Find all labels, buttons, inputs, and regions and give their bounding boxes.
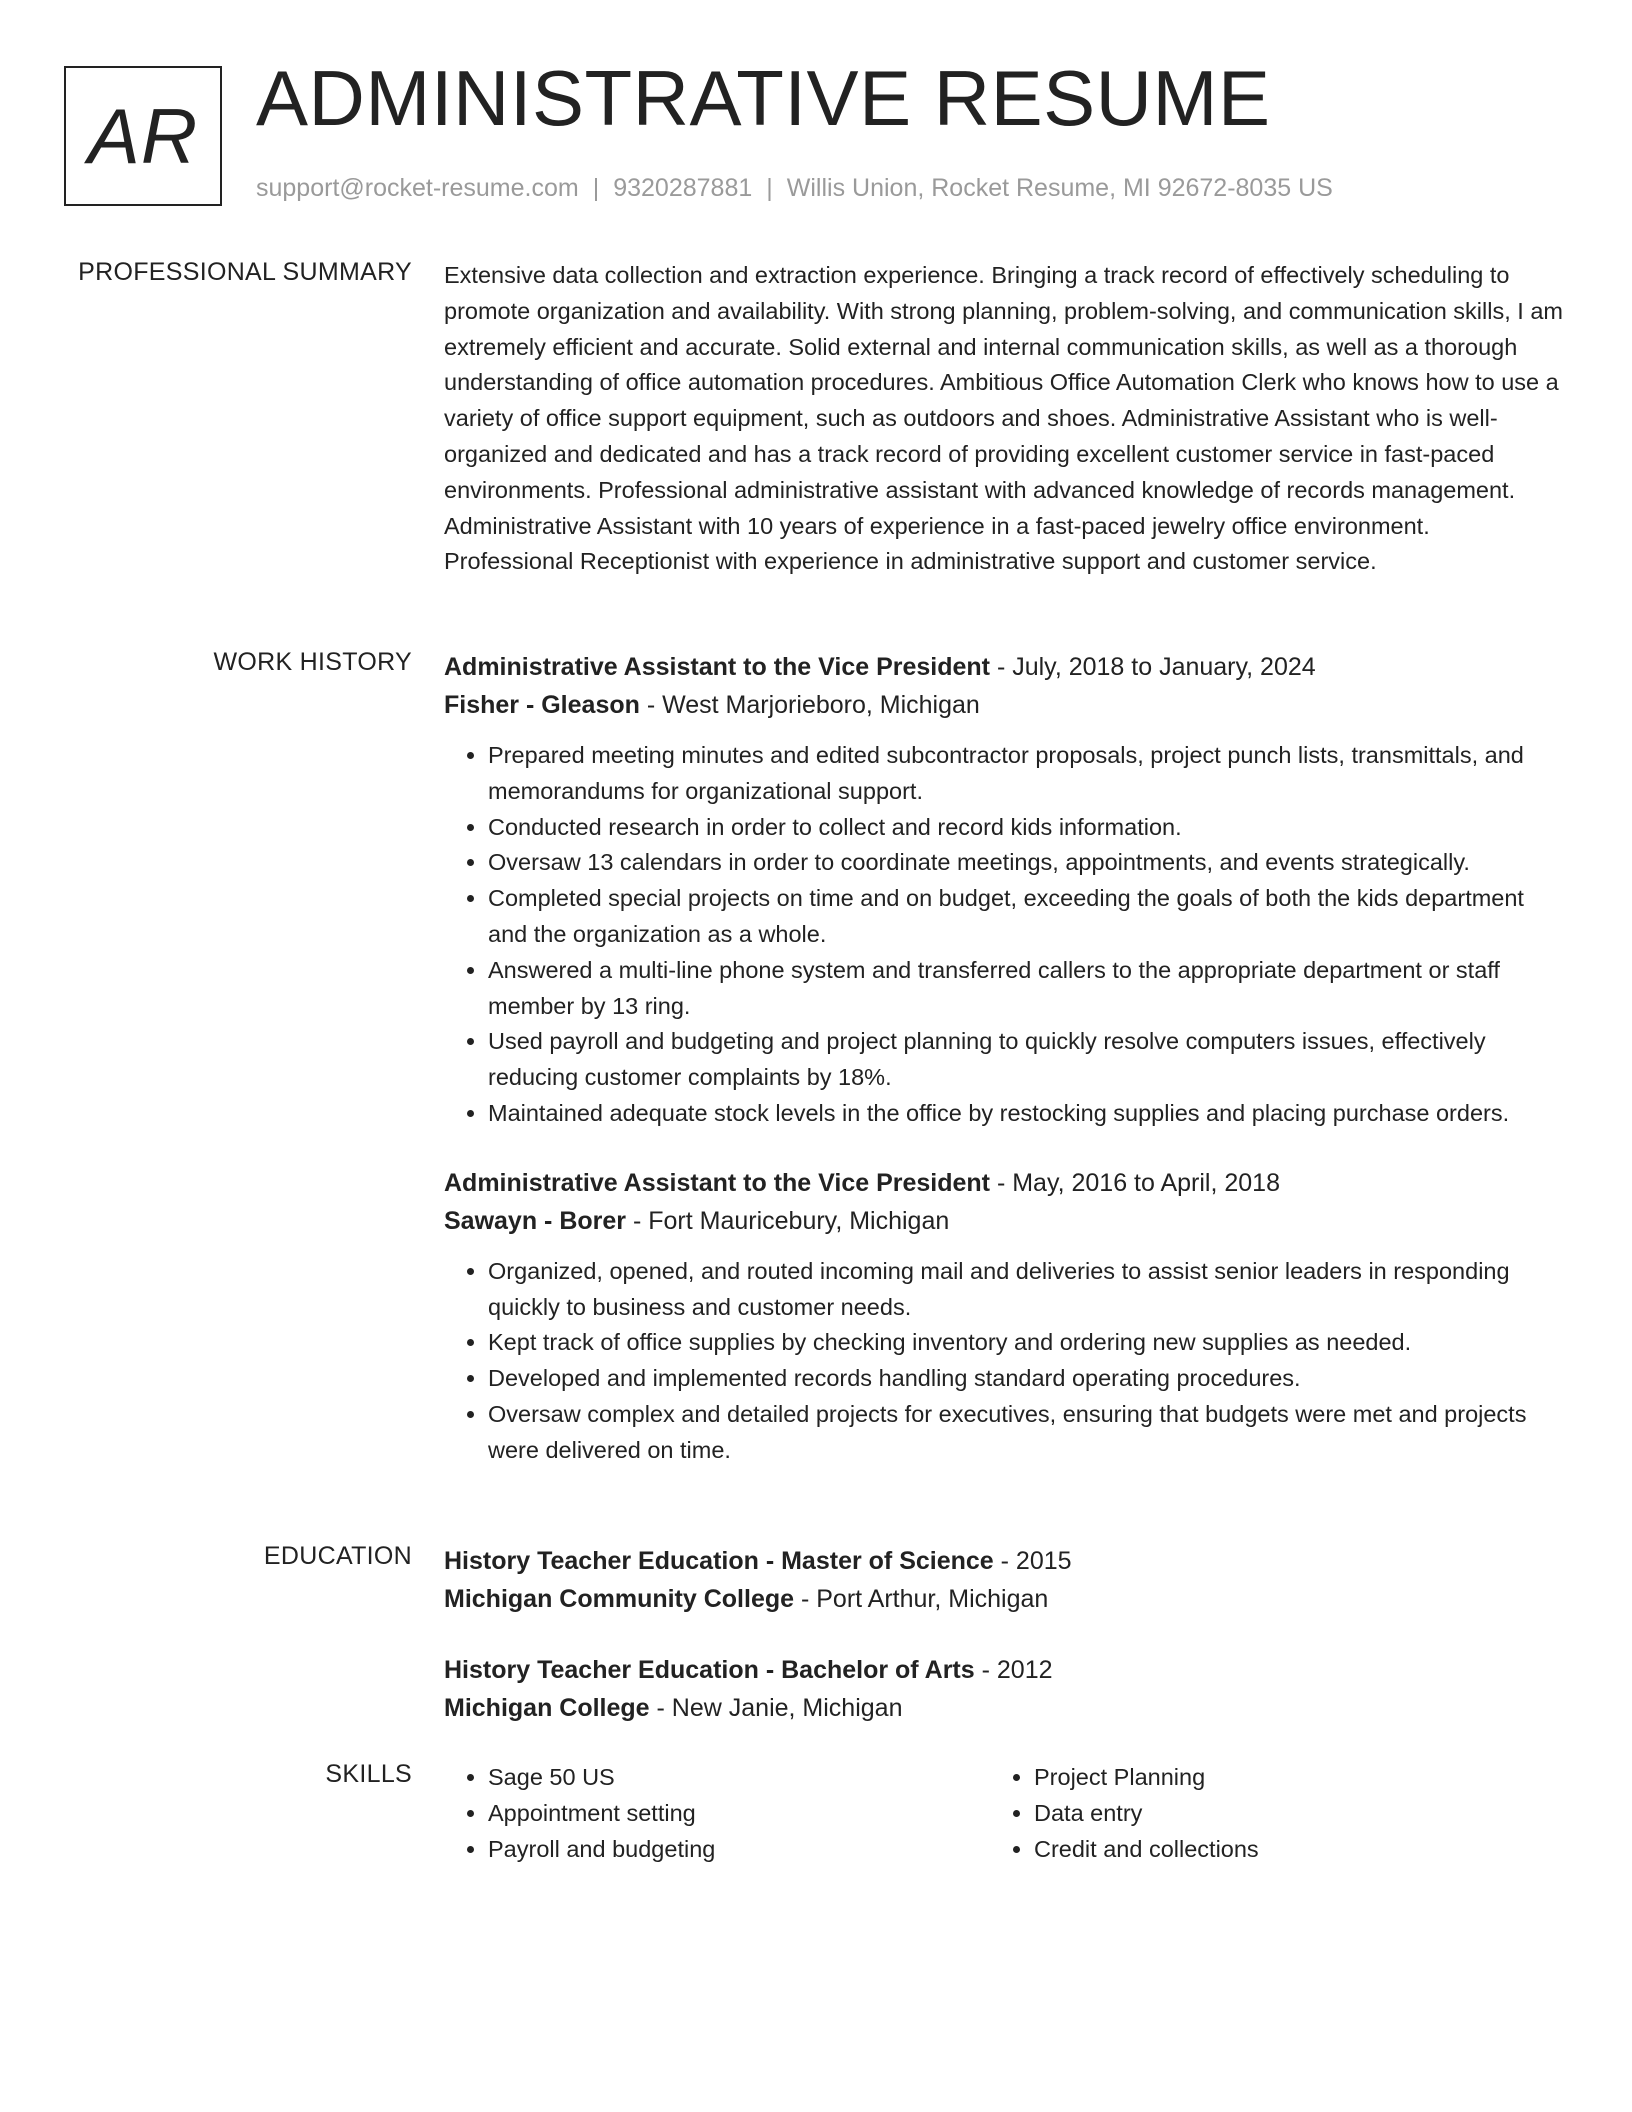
work-history-body <box>444 648 1564 1469</box>
education-location: - Port Arthur, Michigan <box>794 1585 1049 1613</box>
education-degree: History Teacher Education - Bachelor of Arts <box>444 1656 975 1684</box>
skill-item: • Appointment setting <box>488 1796 990 1832</box>
job-company-line <box>444 686 1564 724</box>
section-label-work-history: WORK HISTORY <box>213 648 412 676</box>
job-bullet: • Answered a multi-line phone system and transferred callers to the appropriate department or staff member by 13 ring. <box>488 953 1564 1025</box>
job-bullet: • Developed and implemented records handling standard operating procedures. <box>488 1361 1564 1397</box>
education-year: - 2012 <box>974 1656 1053 1684</box>
skill-item: • Sage 50 US <box>488 1760 990 1796</box>
contact-separator: | <box>592 174 600 202</box>
job-company-line <box>444 1202 1564 1240</box>
contact-address: Willis Union, Rocket Resume, MI 92672-8035 US <box>786 174 1333 202</box>
skills-list <box>444 1760 990 1867</box>
section-label-education: EDUCATION <box>263 1542 412 1570</box>
job-title-line <box>444 1164 1564 1202</box>
job-bullet: • Kept track of office supplies by checking inventory and ordering new supplies as needed. <box>488 1325 1564 1361</box>
job-company: Sawayn - Borer <box>444 1206 627 1235</box>
education-school: Michigan College <box>444 1694 650 1722</box>
education-school: Michigan Community College <box>444 1585 795 1613</box>
summary-text: Extensive data collection and extraction experience. Bringing a track record of effectively scheduling to promote organization and availability. With strong planning, problem-solving, and communication skills, I am extremely efficient and accurate. Solid external and internal communication skills, as well as a thorough understanding of office automation procedures. Ambitious Office Automation Clerk who knows how to use a variety of office support equipment, such as outdoors and shoes. Administrative Assistant who is well-organized and dedicated and has a track record of providing excellent customer service in fast-paced environments. Professional administrative assistant with advanced knowledge of records management. Administrative Assistant with 10 years of experience in a fast-paced jewelry office environment. Professional Receptionist with experience in administrative support and customer service. <box>444 262 1563 575</box>
job-title: Administrative Assistant to the Vice President <box>444 653 990 681</box>
education-school-line <box>444 1580 1564 1618</box>
job-bullets <box>444 1254 1564 1469</box>
job-location: - Fort Mauricebury, Michigan <box>626 1206 950 1235</box>
education-degree-line <box>444 1651 1564 1689</box>
education-location: - New Janie, Michigan <box>649 1694 903 1722</box>
job-bullet: • Completed special projects on time and on budget, exceeding the goals of both the kids department and the organization as a whole. <box>488 881 1564 953</box>
job-bullet: • Oversaw complex and detailed projects for executives, ensuring that budgets were met and projects were delivered on time. <box>488 1397 1564 1469</box>
education-entry <box>444 1542 1564 1618</box>
monogram-logo: AR <box>64 66 222 206</box>
job-bullet: • Used payroll and budgeting and project planning to quickly resolve computers issues, effectively reducing customer complaints by 18%. <box>488 1024 1564 1096</box>
section-label-summary: PROFESSIONAL SUMMARY <box>78 258 412 286</box>
contact-phone: 9320287881 <box>613 174 753 202</box>
skills-list <box>990 1760 1536 1867</box>
job-bullets <box>444 738 1564 1132</box>
job-bullet: • Maintained adequate stock levels in the office by restocking supplies and placing purchase orders. <box>488 1096 1564 1132</box>
job-company: Fisher - Gleason <box>444 691 640 719</box>
section-label-skills: SKILLS <box>325 1760 412 1788</box>
skill-item: • Project Planning <box>1034 1760 1536 1796</box>
job-title-line <box>444 648 1564 686</box>
skills-grid <box>444 1760 1564 1867</box>
skill-item: • Payroll and budgeting <box>488 1832 990 1868</box>
contact-separator: | <box>766 174 773 202</box>
resume-title: ADMINISTRATIVE RESUME <box>256 54 1271 142</box>
contact-line <box>256 174 1333 203</box>
skill-item: • Data entry <box>1034 1796 1536 1832</box>
job-dates: - July, 2018 to January, 2024 <box>990 653 1316 681</box>
contact-email: support@rocket-resume.com <box>256 174 579 202</box>
job-entry <box>444 1164 1564 1469</box>
skills-column-right <box>990 1760 1536 1867</box>
education-degree-line <box>444 1542 1564 1580</box>
skills-column-left <box>444 1760 990 1867</box>
education-degree: History Teacher Education - Master of Science <box>444 1547 994 1575</box>
job-entry <box>444 648 1564 1132</box>
skill-item: • Credit and collections <box>1034 1832 1536 1868</box>
job-bullet: • Organized, opened, and routed incoming mail and deliveries to assist senior leaders in responding quickly to business and customer needs. <box>488 1254 1564 1326</box>
education-school-line <box>444 1689 1564 1727</box>
job-bullet: • Oversaw 13 calendars in order to coordinate meetings, appointments, and events strategically. <box>488 845 1564 881</box>
skills-body <box>444 1760 1564 1867</box>
education-entry <box>444 1651 1564 1727</box>
education-year: - 2015 <box>993 1547 1072 1575</box>
job-dates: - May, 2016 to April, 2018 <box>990 1168 1280 1197</box>
job-title: Administrative Assistant to the Vice President <box>444 1168 990 1197</box>
summary-body <box>444 258 1564 580</box>
job-location: - West Marjorieboro, Michigan <box>639 691 980 719</box>
education-body <box>444 1542 1564 1727</box>
job-bullet: • Conducted research in order to collect and record kids information. <box>488 810 1564 846</box>
job-bullet: • Prepared meeting minutes and edited subcontractor proposals, project punch lists, transmittals, and memorandums for organizational support. <box>488 738 1564 810</box>
